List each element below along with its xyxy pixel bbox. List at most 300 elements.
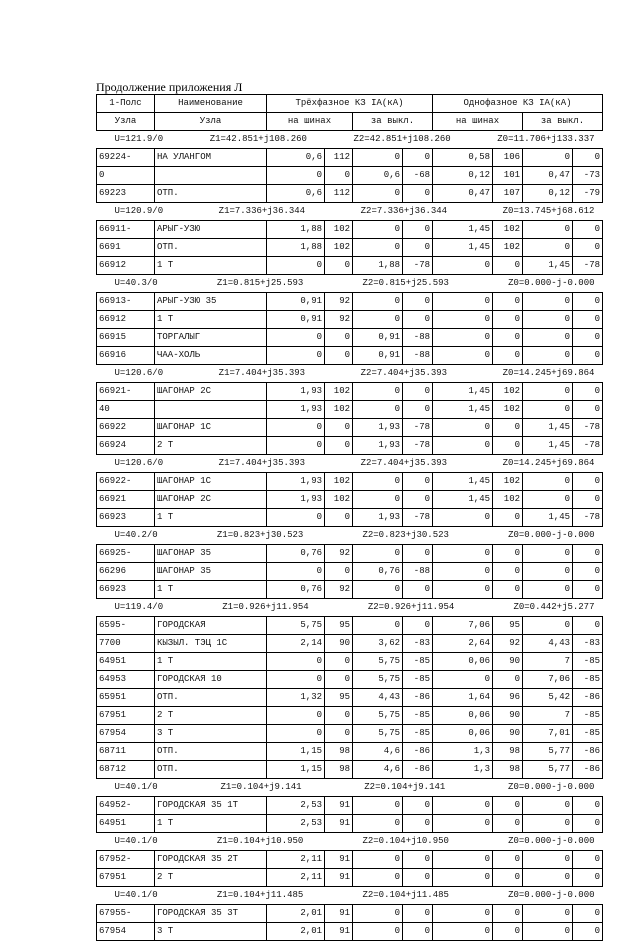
- table-cell: -86: [573, 743, 603, 761]
- section-parameters-line: [99, 366, 601, 381]
- table-cell: 91: [325, 869, 353, 887]
- section-parameters-line: [99, 780, 601, 795]
- table-cell: 92: [325, 581, 353, 599]
- section-parameters-line: [99, 888, 601, 903]
- table-cell: ОТП.: [155, 743, 267, 761]
- table-cell: 1 Т: [155, 311, 267, 329]
- table-cell: 4,43: [523, 635, 573, 653]
- z0-value: Z0=0.000-j-0.000: [508, 890, 595, 900]
- table-cell: 0: [573, 401, 603, 419]
- col-header-node: 1-Полс: [97, 95, 155, 113]
- table-cell: 0: [325, 509, 353, 527]
- table-cell: -85: [573, 707, 603, 725]
- table-cell: 0: [523, 923, 573, 941]
- table-cell: 0: [433, 815, 493, 833]
- table-cell: 92: [325, 545, 353, 563]
- table-cell: 0: [353, 905, 403, 923]
- table-cell: 0: [573, 329, 603, 347]
- table-cell: 1 Т: [155, 581, 267, 599]
- table-cell: 0,76: [353, 563, 403, 581]
- table-cell: 0: [403, 473, 433, 491]
- table-cell: 112: [325, 185, 353, 203]
- table-cell: 7: [523, 707, 573, 725]
- table-cell: 2 Т: [155, 437, 267, 455]
- table-row: [97, 185, 603, 203]
- table-cell: 0,12: [523, 185, 573, 203]
- table-cell: ГОРОДСКАЯ 35 3Т: [155, 905, 267, 923]
- table-cell: 0: [573, 347, 603, 365]
- table-cell: 1 Т: [155, 509, 267, 527]
- table-cell: 0: [353, 473, 403, 491]
- table-cell: -78: [403, 419, 433, 437]
- table-cell: 0: [267, 653, 325, 671]
- table-cell: -83: [573, 635, 603, 653]
- table-cell: 1 Т: [155, 257, 267, 275]
- table-cell: 0: [433, 905, 493, 923]
- table-row: [97, 293, 603, 311]
- col-header-node-sub: Узла: [97, 113, 155, 131]
- table-cell: 0: [433, 347, 493, 365]
- z0-value: Z0=0.000-j-0.000: [508, 836, 595, 846]
- table-cell: 40: [97, 401, 155, 419]
- table-cell: 0: [403, 311, 433, 329]
- col-header-three-phase: Трёхфазное КЗ IA(кА): [267, 95, 433, 113]
- table-cell: 0: [493, 923, 523, 941]
- z1-value: Z1=7.404+j35.393: [218, 368, 306, 378]
- table-cell: 0: [523, 383, 573, 401]
- table-cell: 66913-: [97, 293, 155, 311]
- table-row: [97, 635, 603, 653]
- table-cell: 1,45: [433, 491, 493, 509]
- table-cell: КЫЗЫЛ. ТЭЦ 1С: [155, 635, 267, 653]
- table-cell: 0: [493, 329, 523, 347]
- table-row: [97, 923, 603, 941]
- table-cell: 0: [493, 545, 523, 563]
- table-cell: 0: [403, 383, 433, 401]
- table-cell: -78: [403, 437, 433, 455]
- table-cell: 90: [493, 653, 523, 671]
- table-row: [97, 383, 603, 401]
- z2-value: Z2=7.336+j36.344: [360, 206, 448, 216]
- table-cell: 0: [433, 671, 493, 689]
- table-cell: 91: [325, 797, 353, 815]
- table-cell: 0,06: [433, 653, 493, 671]
- table-cell: -86: [573, 761, 603, 779]
- table-cell: 0: [523, 581, 573, 599]
- table-row: [97, 581, 603, 599]
- table-cell: 0: [353, 311, 403, 329]
- z1-value: Z1=0.104+j11.485: [216, 890, 304, 900]
- table-row: [97, 707, 603, 725]
- table-cell: ОТП.: [155, 239, 267, 257]
- table-cell: 0: [403, 617, 433, 635]
- table-cell: 0: [353, 185, 403, 203]
- table-cell: 0: [353, 617, 403, 635]
- z0-value: Z0=0.442+j5.277: [513, 602, 595, 612]
- table-cell: 5,75: [353, 653, 403, 671]
- table-cell: 0: [523, 563, 573, 581]
- table-cell: 0: [353, 491, 403, 509]
- table-cell: 2,53: [267, 815, 325, 833]
- table-cell: 0,58: [433, 149, 493, 167]
- table-cell: 0: [433, 419, 493, 437]
- table-cell: 102: [325, 491, 353, 509]
- table-cell: 0: [493, 293, 523, 311]
- table-cell: 0: [403, 221, 433, 239]
- table-cell: 0: [267, 257, 325, 275]
- table-cell: -85: [573, 671, 603, 689]
- table-cell: 0: [523, 347, 573, 365]
- table-cell: ТОРГАЛЫГ: [155, 329, 267, 347]
- section-parameters: [97, 275, 603, 293]
- table-cell: 102: [325, 383, 353, 401]
- section-header-row: [97, 599, 603, 617]
- table-cell: ОТП.: [155, 761, 267, 779]
- table-cell: 1,93: [267, 401, 325, 419]
- table-cell: ШАГОНАР 1С: [155, 473, 267, 491]
- table-row: [97, 905, 603, 923]
- table-cell: 107: [493, 185, 523, 203]
- table-row: [97, 797, 603, 815]
- section-parameters: [97, 527, 603, 545]
- table-cell: 66921-: [97, 383, 155, 401]
- table-cell: 0: [523, 329, 573, 347]
- table-cell: 67954: [97, 923, 155, 941]
- table-row: [97, 653, 603, 671]
- section-parameters-line: [99, 276, 601, 291]
- table-cell: 101: [493, 167, 523, 185]
- table-row: [97, 239, 603, 257]
- table-cell: -85: [403, 653, 433, 671]
- table-cell: 0: [433, 257, 493, 275]
- table-cell: 0,6: [267, 149, 325, 167]
- table-cell: 0: [325, 257, 353, 275]
- table-cell: 102: [325, 401, 353, 419]
- table-cell: 2,64: [433, 635, 493, 653]
- table-cell: 0: [353, 401, 403, 419]
- table-cell: 0: [403, 239, 433, 257]
- table-cell: 0: [267, 347, 325, 365]
- voltage-value: U=120.9/0: [114, 206, 164, 216]
- table-cell: 0: [493, 257, 523, 275]
- table-cell: 67954: [97, 725, 155, 743]
- table-cell: 66923: [97, 581, 155, 599]
- table-cell: 0: [325, 725, 353, 743]
- table-cell: 1,88: [267, 221, 325, 239]
- table-row: [97, 311, 603, 329]
- table-cell: 0: [353, 545, 403, 563]
- table-row: [97, 725, 603, 743]
- table-cell: 0: [523, 815, 573, 833]
- table-cell: 91: [325, 923, 353, 941]
- table-cell: ГОРОДСКАЯ 35 2Т: [155, 851, 267, 869]
- table-cell: [155, 167, 267, 185]
- table-row: [97, 617, 603, 635]
- table-cell: 98: [493, 761, 523, 779]
- table-cell: 1,93: [267, 473, 325, 491]
- table-cell: 0: [353, 221, 403, 239]
- table-cell: 1,93: [353, 509, 403, 527]
- col-header-single-phase: Однофазное КЗ IA(кА): [433, 95, 603, 113]
- table-row: [97, 221, 603, 239]
- table-cell: 0: [433, 329, 493, 347]
- table-cell: 0: [493, 581, 523, 599]
- table-cell: 66923: [97, 509, 155, 527]
- table-cell: 0: [433, 869, 493, 887]
- table-row: [97, 437, 603, 455]
- table-cell: 0,6: [267, 185, 325, 203]
- table-cell: 1,45: [433, 239, 493, 257]
- table-cell: 0: [325, 329, 353, 347]
- table-cell: 0: [523, 491, 573, 509]
- table-row: [97, 473, 603, 491]
- table-cell: 0: [523, 293, 573, 311]
- table-cell: 112: [325, 149, 353, 167]
- table-cell: 0: [433, 545, 493, 563]
- table-cell: 1,45: [433, 401, 493, 419]
- table-cell: 64951: [97, 653, 155, 671]
- table-cell: 1,45: [523, 437, 573, 455]
- table-cell: 0: [403, 581, 433, 599]
- table-cell: 0: [493, 437, 523, 455]
- z1-value: Z1=7.404+j35.393: [218, 458, 306, 468]
- table-cell: 0,91: [267, 293, 325, 311]
- table-cell: 5,42: [523, 689, 573, 707]
- table-cell: 0: [325, 347, 353, 365]
- table-cell: 0: [523, 311, 573, 329]
- section-header-row: [97, 833, 603, 851]
- table-cell: 0,12: [433, 167, 493, 185]
- table-cell: 66924: [97, 437, 155, 455]
- table-cell: 0: [493, 347, 523, 365]
- col-header-3ph-at-switch: за выкл.: [353, 113, 433, 131]
- z2-value: Z2=0.926+j11.954: [367, 602, 455, 612]
- table-cell: 0: [573, 311, 603, 329]
- table-cell: 0: [325, 563, 353, 581]
- table-cell: 66925-: [97, 545, 155, 563]
- table-cell: 5,75: [353, 671, 403, 689]
- table-cell: 3,62: [353, 635, 403, 653]
- table-cell: 0: [573, 545, 603, 563]
- table-cell: 0: [403, 491, 433, 509]
- table-cell: 0: [493, 797, 523, 815]
- table-cell: 7,06: [433, 617, 493, 635]
- table-cell: 0: [493, 851, 523, 869]
- table-cell: 0: [573, 869, 603, 887]
- table-cell: 0: [573, 563, 603, 581]
- table-row: [97, 671, 603, 689]
- table-cell: 0: [433, 851, 493, 869]
- table-cell: ШАГОНАР 2С: [155, 491, 267, 509]
- table-cell: 0,91: [267, 311, 325, 329]
- table-cell: 66922-: [97, 473, 155, 491]
- table-cell: 0: [493, 563, 523, 581]
- table-cell: 0,47: [433, 185, 493, 203]
- table-cell: -73: [573, 167, 603, 185]
- table-cell: 69223: [97, 185, 155, 203]
- table-cell: 2,01: [267, 905, 325, 923]
- table-cell: 64952-: [97, 797, 155, 815]
- section-parameters: [97, 887, 603, 905]
- table-cell: 95: [325, 689, 353, 707]
- table-cell: 1,45: [523, 419, 573, 437]
- table-cell: 0,6: [353, 167, 403, 185]
- table-cell: 0: [573, 149, 603, 167]
- table-cell: 66922: [97, 419, 155, 437]
- table-cell: 0: [573, 473, 603, 491]
- table-cell: 5,75: [353, 707, 403, 725]
- section-header-row: [97, 527, 603, 545]
- table-cell: 1,45: [433, 221, 493, 239]
- table-cell: 0: [403, 293, 433, 311]
- section-parameters: [97, 131, 603, 149]
- table-cell: 0: [325, 653, 353, 671]
- table-cell: 0: [267, 509, 325, 527]
- table-cell: 0: [353, 797, 403, 815]
- table-cell: 0: [493, 419, 523, 437]
- table-cell: 67952-: [97, 851, 155, 869]
- table-cell: 0: [523, 149, 573, 167]
- table-cell: 0: [573, 221, 603, 239]
- table-cell: ГОРОДСКАЯ 35 1Т: [155, 797, 267, 815]
- table-cell: 0: [573, 923, 603, 941]
- voltage-value: U=40.3/0: [114, 278, 158, 288]
- table-cell: 2,53: [267, 797, 325, 815]
- table-cell: -78: [573, 509, 603, 527]
- section-parameters: [97, 455, 603, 473]
- table-cell: 0: [353, 293, 403, 311]
- table-cell: 1,45: [433, 473, 493, 491]
- table-cell: 4,6: [353, 743, 403, 761]
- table-cell: 66912: [97, 311, 155, 329]
- table-cell: 69224-: [97, 149, 155, 167]
- table-cell: 0: [493, 869, 523, 887]
- table-cell: 98: [325, 761, 353, 779]
- table-cell: -88: [403, 329, 433, 347]
- table-cell: 0: [433, 509, 493, 527]
- z2-value: Z2=0.823+j30.523: [362, 530, 449, 540]
- table-cell: 66915: [97, 329, 155, 347]
- z1-value: Z1=0.823+j30.523: [216, 530, 304, 540]
- section-header-row: [97, 779, 603, 797]
- table-row: [97, 347, 603, 365]
- table-cell: -79: [573, 185, 603, 203]
- section-header-row: [97, 365, 603, 383]
- z2-value: Z2=0.815+j25.593: [362, 278, 449, 288]
- section-parameters-line: [99, 834, 601, 849]
- table-cell: 67951: [97, 707, 155, 725]
- z0-value: Z0=0.000-j-0.000: [508, 782, 595, 792]
- table-cell: 0: [493, 815, 523, 833]
- table-cell: 2,01: [267, 923, 325, 941]
- table-cell: 7,06: [523, 671, 573, 689]
- section-parameters-line: [99, 528, 601, 543]
- table-cell: 0: [325, 707, 353, 725]
- table-cell: ШАГОНАР 35: [155, 563, 267, 581]
- table-cell: 0: [433, 293, 493, 311]
- table-cell: 96: [493, 689, 523, 707]
- table-cell: 7700: [97, 635, 155, 653]
- col-header-name-sub: Узла: [155, 113, 267, 131]
- section-parameters-line: [99, 456, 601, 471]
- table-row: [97, 761, 603, 779]
- voltage-value: U=120.6/0: [114, 458, 164, 468]
- table-cell: 0: [267, 671, 325, 689]
- table-cell: 68711: [97, 743, 155, 761]
- table-cell: 1,93: [267, 491, 325, 509]
- section-parameters: [97, 203, 603, 221]
- section-header-row: [97, 275, 603, 293]
- section-parameters: [97, 833, 603, 851]
- table-row: [97, 851, 603, 869]
- table-cell: 0: [353, 851, 403, 869]
- z0-value: Z0=0.000-j-0.000: [508, 530, 595, 540]
- table-cell: 0: [403, 851, 433, 869]
- table-cell: -83: [403, 635, 433, 653]
- table-cell: 66921: [97, 491, 155, 509]
- table-cell: 66911-: [97, 221, 155, 239]
- table-cell: 6595-: [97, 617, 155, 635]
- table-cell: 0: [97, 167, 155, 185]
- table-cell: -78: [573, 419, 603, 437]
- table-cell: 0: [523, 239, 573, 257]
- table-row: [97, 167, 603, 185]
- z2-value: Z2=42.851+j108.260: [353, 134, 451, 144]
- table-cell: 0: [433, 923, 493, 941]
- table-row: [97, 419, 603, 437]
- table-cell: 66912: [97, 257, 155, 275]
- table-cell: 95: [493, 617, 523, 635]
- table-cell: 0: [267, 329, 325, 347]
- table-cell: 5,75: [267, 617, 325, 635]
- section-parameters-line: [99, 600, 601, 615]
- table-cell: 0: [353, 581, 403, 599]
- table-cell: 0,47: [523, 167, 573, 185]
- z0-value: Z0=0.000-j-0.000: [508, 278, 595, 288]
- table-cell: ОТП.: [155, 185, 267, 203]
- table-cell: 66916: [97, 347, 155, 365]
- table-cell: -78: [403, 257, 433, 275]
- z1-value: Z1=7.336+j36.344: [218, 206, 306, 216]
- z2-value: Z2=0.104+j9.141: [364, 782, 446, 792]
- table-cell: 0: [403, 185, 433, 203]
- z0-value: Z0=14.245+j69.864: [502, 368, 595, 378]
- table-cell: 0: [353, 869, 403, 887]
- page-title: Продолжение приложения Л: [96, 80, 243, 94]
- table-cell: 67951: [97, 869, 155, 887]
- table-cell: 0: [353, 149, 403, 167]
- table-cell: 0: [403, 545, 433, 563]
- table-cell: ГОРОДСКАЯ 10: [155, 671, 267, 689]
- table-cell: 0: [403, 923, 433, 941]
- table-cell: -85: [403, 725, 433, 743]
- table-cell: -78: [573, 437, 603, 455]
- table-cell: 102: [325, 473, 353, 491]
- table-cell: -68: [403, 167, 433, 185]
- table-cell: 2,11: [267, 851, 325, 869]
- z2-value: Z2=7.404+j35.393: [360, 458, 448, 468]
- col-header-1ph-at-switch: за выкл.: [523, 113, 603, 131]
- z2-value: Z2=0.104+j11.485: [362, 890, 449, 900]
- table-cell: 91: [325, 851, 353, 869]
- table-row: [97, 509, 603, 527]
- table-cell: 0: [403, 905, 433, 923]
- table-cell: 68712: [97, 761, 155, 779]
- voltage-value: U=119.4/0: [114, 602, 164, 612]
- table-cell: 1 Т: [155, 653, 267, 671]
- table-cell: 0: [267, 437, 325, 455]
- z0-value: Z0=14.245+j69.864: [502, 458, 595, 468]
